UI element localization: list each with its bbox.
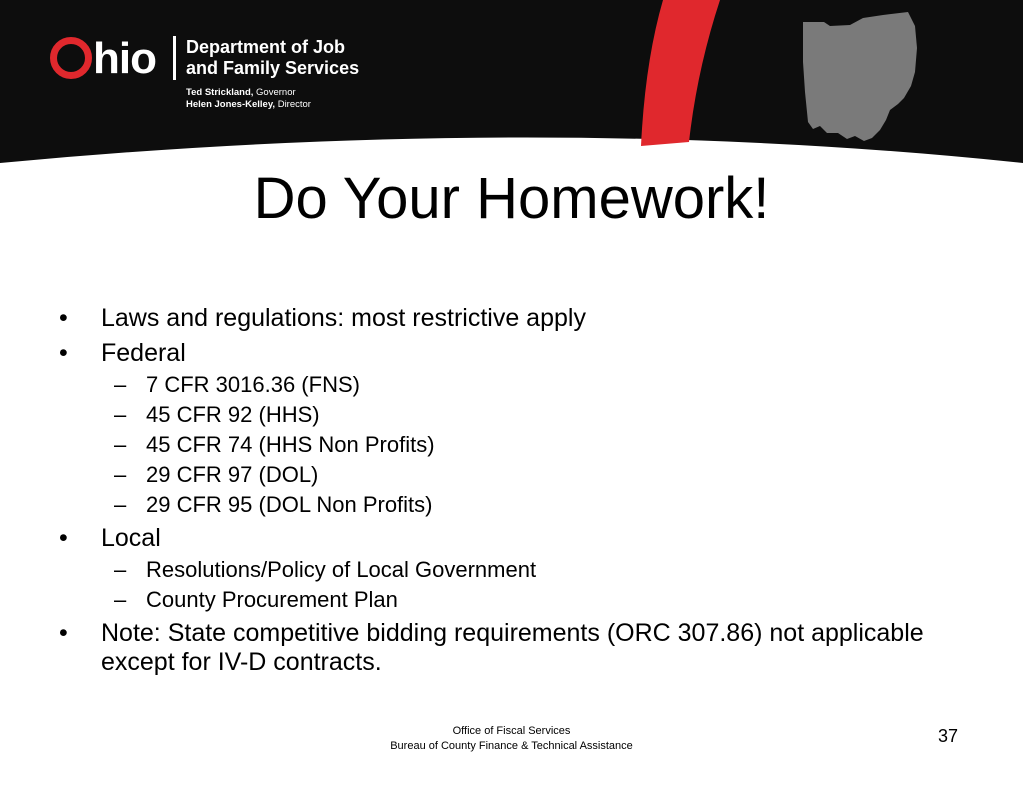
dash-marker: – xyxy=(114,492,127,517)
sub-bullet-item xyxy=(57,586,957,613)
slide-footer xyxy=(0,724,1023,754)
department-name xyxy=(186,37,359,79)
sub-bullet-item xyxy=(57,371,957,398)
sub-bullet-text: 45 CFR 74 (HHS Non Profits) xyxy=(146,432,435,457)
bullet-text: Local xyxy=(101,524,161,552)
dash-marker: – xyxy=(114,587,127,612)
bullet-text: Note: State competitive bidding requirements (ORC 307.86) not applicable except for IV-D contracts. xyxy=(101,619,924,676)
logo-divider xyxy=(173,36,176,80)
ohio-logo-letters: hio xyxy=(93,34,156,83)
bullet-text: Laws and regulations: most restrictive apply xyxy=(101,304,586,332)
ohio-logo-word xyxy=(50,34,156,84)
department-line-1: Department of Job xyxy=(186,37,346,57)
ohio-state-map-icon xyxy=(800,12,940,147)
sub-bullet-item xyxy=(57,491,957,518)
slide-title: Do Your Homework! xyxy=(253,166,770,231)
bullet-item xyxy=(57,304,957,333)
dash-marker: – xyxy=(114,372,127,397)
sub-bullet-text: 29 CFR 95 (DOL Non Profits) xyxy=(146,492,433,517)
page-number: 37 xyxy=(938,726,959,746)
dash-marker: – xyxy=(114,462,127,487)
sub-bullet-item xyxy=(57,431,957,458)
dash-marker: – xyxy=(114,557,127,582)
governor-line xyxy=(186,87,311,99)
slide-body xyxy=(57,298,957,677)
sub-bullet-text: 7 CFR 3016.36 (FNS) xyxy=(146,372,360,397)
dash-marker: – xyxy=(114,432,127,457)
sub-bullet-text: 29 CFR 97 (DOL) xyxy=(146,462,319,487)
sub-bullet-item xyxy=(57,401,957,428)
department-line-2: and Family Services xyxy=(186,58,360,78)
director-role: Director xyxy=(275,99,311,110)
slide-header xyxy=(0,0,1023,175)
bullet-marker: • xyxy=(59,304,68,332)
dash-marker: – xyxy=(114,402,127,427)
bullet-text: Federal xyxy=(101,339,186,367)
officials-block xyxy=(186,87,311,111)
governor-name: Ted Strickland, xyxy=(186,87,254,98)
bullet-item xyxy=(57,524,957,553)
governor-role: Governor xyxy=(253,87,296,98)
ohio-o-ring-icon xyxy=(50,37,92,79)
bullet-item xyxy=(57,619,957,677)
sub-bullet-text: County Procurement Plan xyxy=(146,587,398,612)
sub-bullet-text: 45 CFR 92 (HHS) xyxy=(146,402,320,427)
bullet-marker: • xyxy=(59,339,68,367)
footer-office: Office of Fiscal Services xyxy=(452,725,571,737)
bullet-marker: • xyxy=(59,619,68,647)
sub-bullet-item xyxy=(57,461,957,488)
sub-bullet-text: Resolutions/Policy of Local Government xyxy=(146,557,537,582)
bullet-marker: • xyxy=(59,524,68,552)
director-line xyxy=(186,99,311,111)
footer-bureau: Bureau of County Finance & Technical Assistance xyxy=(390,740,633,752)
bullet-item xyxy=(57,339,957,368)
sub-bullet-item xyxy=(57,556,957,583)
director-name: Helen Jones-Kelley, xyxy=(186,99,276,110)
